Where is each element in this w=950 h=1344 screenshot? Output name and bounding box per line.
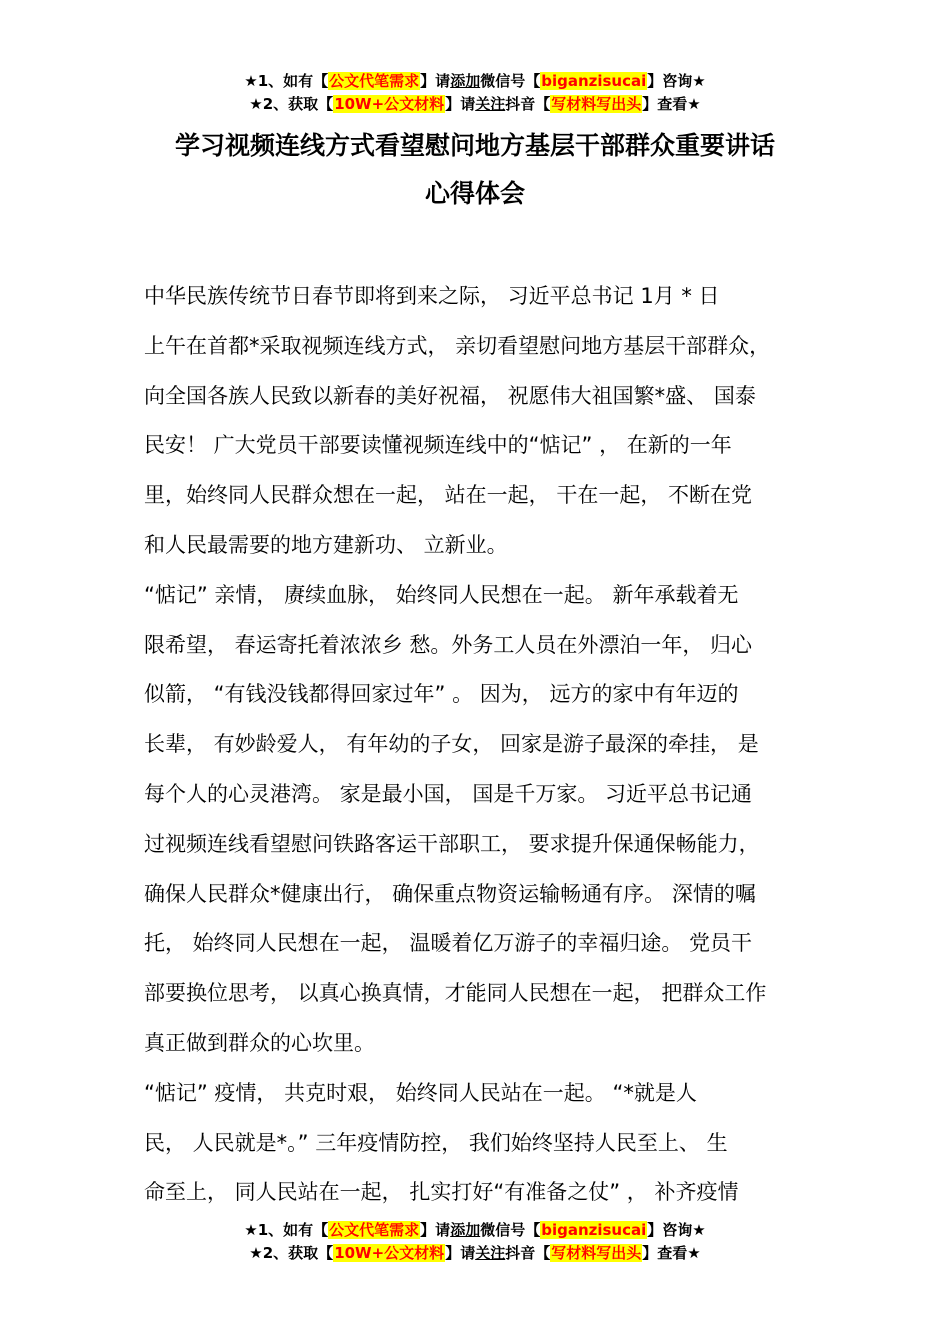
ad-underline-follow: 关注: [475, 1244, 506, 1262]
ad-text: 】咨询★: [647, 1221, 706, 1239]
footer-ad-line-2: [0, 1242, 950, 1264]
ad-text: 2、获取【: [262, 1244, 334, 1262]
ad-highlight-service: 公文代笔需求: [329, 72, 420, 90]
ad-text: 】请: [445, 1244, 476, 1262]
body-line: 真正做到群众的心坎里。: [144, 1030, 375, 1055]
ad-text: 抖音【: [505, 95, 551, 113]
ad-highlight-materials: 10W+公文材料: [334, 1244, 445, 1262]
body-line: 每个人的心灵港湾。 家是最小国， 国是千万家。 习近平总书记通: [144, 781, 753, 806]
ad-text: 】请: [445, 95, 476, 113]
body-line: 民安！ 广大党员干部要读懂视频连线中的“惦记” ， 在新的一年: [144, 433, 732, 458]
ad-text: 抖音【: [505, 1244, 551, 1262]
body-line: 中华民族传统节日春节即将到来之际， 习近平总书记 1月 * 日: [144, 284, 720, 308]
ad-highlight-douyin: 写材料写出头: [551, 1244, 642, 1262]
star-icon: ★: [249, 1244, 263, 1262]
body-line: 确保人民群众*健康出行， 确保重点物资运输畅通有序。 深情的嘱: [144, 881, 756, 906]
ad-text: 】查看★: [642, 1244, 701, 1262]
ad-text: 1、如有【: [257, 1221, 329, 1239]
body-line: 似箭， “有钱没钱都得回家过年” 。 因为， 远方的家中有年迈的: [144, 682, 739, 707]
body-line: “惦记” 亲情， 赓续血脉， 始终同人民想在一起。 新年承载着无: [144, 582, 739, 607]
body-line: “惦记” 疫情， 共克时艰， 始终同人民站在一起。 “*就是人: [144, 1080, 697, 1105]
ad-highlight-wechat-id: biganzisucai: [541, 72, 647, 90]
star-icon: ★: [244, 72, 258, 90]
ad-text: 1、如有【: [257, 72, 329, 90]
body-line: 里，始终同人民群众想在一起， 站在一起， 干在一起， 不断在党: [144, 483, 753, 508]
page-title-line-2: 心得体会: [424, 179, 525, 208]
ad-highlight-materials: 10W+公文材料: [334, 95, 445, 113]
body-line: 上午在首都*采取视频连线方式， 亲切看望慰问地方基层干部群众，: [144, 333, 771, 358]
ad-text: 】请: [420, 1221, 451, 1239]
star-icon: ★: [249, 95, 263, 113]
header-ad-line-1: [0, 70, 950, 92]
body-line: 民， 人民就是*。” 三年疫情防控， 我们始终坚持人民至上、 生: [144, 1130, 728, 1155]
footer-ad-line-1: [0, 1219, 950, 1241]
ad-highlight-service: 公文代笔需求: [329, 1221, 420, 1239]
ad-highlight-douyin: 写材料写出头: [551, 95, 642, 113]
ad-highlight-wechat-id: biganzisucai: [541, 1221, 647, 1239]
ad-text: 微信号【: [480, 72, 541, 90]
body-line: 部要换位思考， 以真心换真情，才能同人民想在一起， 把群众工作: [144, 981, 767, 1006]
body-line: 和人民最需要的地方建新功、 立新业。: [144, 532, 508, 557]
page-title-line-1: 学习视频连线方式看望慰问地方基层干部群众重要讲话: [174, 131, 775, 160]
body-line: 向全国各族人民致以新春的美好祝福， 祝愿伟大祖国繁*盛、 国泰: [144, 383, 756, 408]
body-line: 限希望， 春运寄托着浓浓乡 愁。外务工人员在外漂泊一年， 归心: [144, 632, 753, 657]
ad-text: 】请: [420, 72, 451, 90]
star-icon: ★: [244, 1221, 258, 1239]
document-body: [144, 276, 834, 1222]
body-line: 托， 始终同人民想在一起， 温暖着亿万游子的幸福归途。 党员干: [144, 931, 753, 956]
body-line: 过视频连线看望慰问铁路客运干部职工， 要求提升保通保畅能力，: [144, 831, 760, 856]
ad-underline-follow: 关注: [475, 95, 506, 113]
body-line: 长辈， 有妙龄爱人， 有年幼的子女， 回家是游子最深的牵挂， 是: [144, 732, 759, 757]
body-line: 命至上， 同人民站在一起， 扎实打好“有准备之仗” ， 补齐疫情: [144, 1180, 739, 1205]
ad-underline-add: 添加: [450, 1221, 481, 1239]
ad-text: 】查看★: [642, 95, 701, 113]
ad-text: 】咨询★: [647, 72, 706, 90]
ad-text: 微信号【: [480, 1221, 541, 1239]
ad-underline-add: 添加: [450, 72, 481, 90]
ad-text: 2、获取【: [262, 95, 334, 113]
header-ad-line-2: [0, 93, 950, 115]
